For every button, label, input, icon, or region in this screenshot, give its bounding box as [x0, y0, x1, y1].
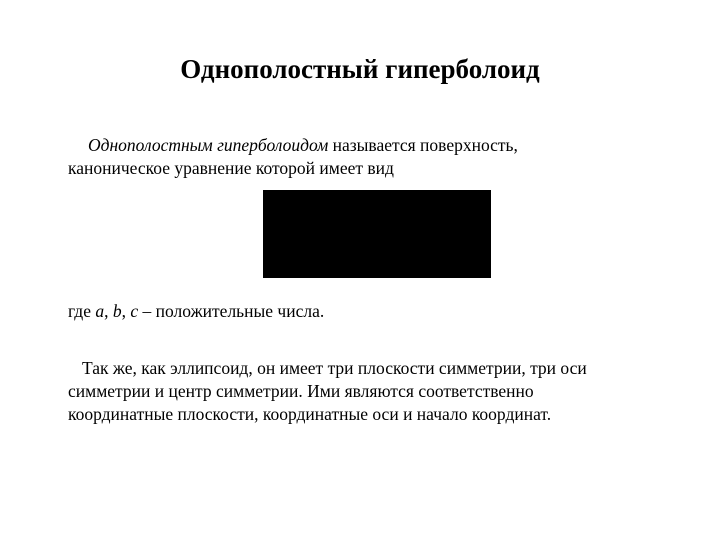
definition-paragraph: [68, 134, 518, 180]
param-a: a: [95, 301, 105, 321]
symmetry-line-1: Так же, как эллипсоид, он имеет три плоскости симметрии, три оси: [82, 358, 587, 378]
symmetry-paragraph: [68, 357, 587, 426]
params-suffix: – положительные числа.: [138, 301, 325, 321]
symmetry-line-3: координатные плоскости, координатные оси и начало координат.: [68, 404, 552, 424]
param-b: b: [112, 301, 122, 321]
params-sep-2: ,: [121, 301, 131, 321]
definition-line-1: [68, 134, 518, 157]
slide-title: Однополостный гиперболоид: [180, 54, 540, 84]
definition-line-1-rest: называется поверхность,: [328, 135, 518, 155]
params-prefix: где: [68, 301, 96, 321]
definition-line-2: каноническое уравнение которой имеет вид: [68, 158, 394, 178]
parameters-paragraph: [68, 300, 324, 323]
equation-image-placeholder: [263, 190, 491, 278]
params-sep-1: ,: [104, 301, 113, 321]
param-c: c: [130, 301, 139, 321]
symmetry-line-2: симметрии и центр симметрии. Ими являются соответственно: [68, 381, 534, 401]
definition-term: Однополостным гиперболоидом: [88, 135, 329, 155]
